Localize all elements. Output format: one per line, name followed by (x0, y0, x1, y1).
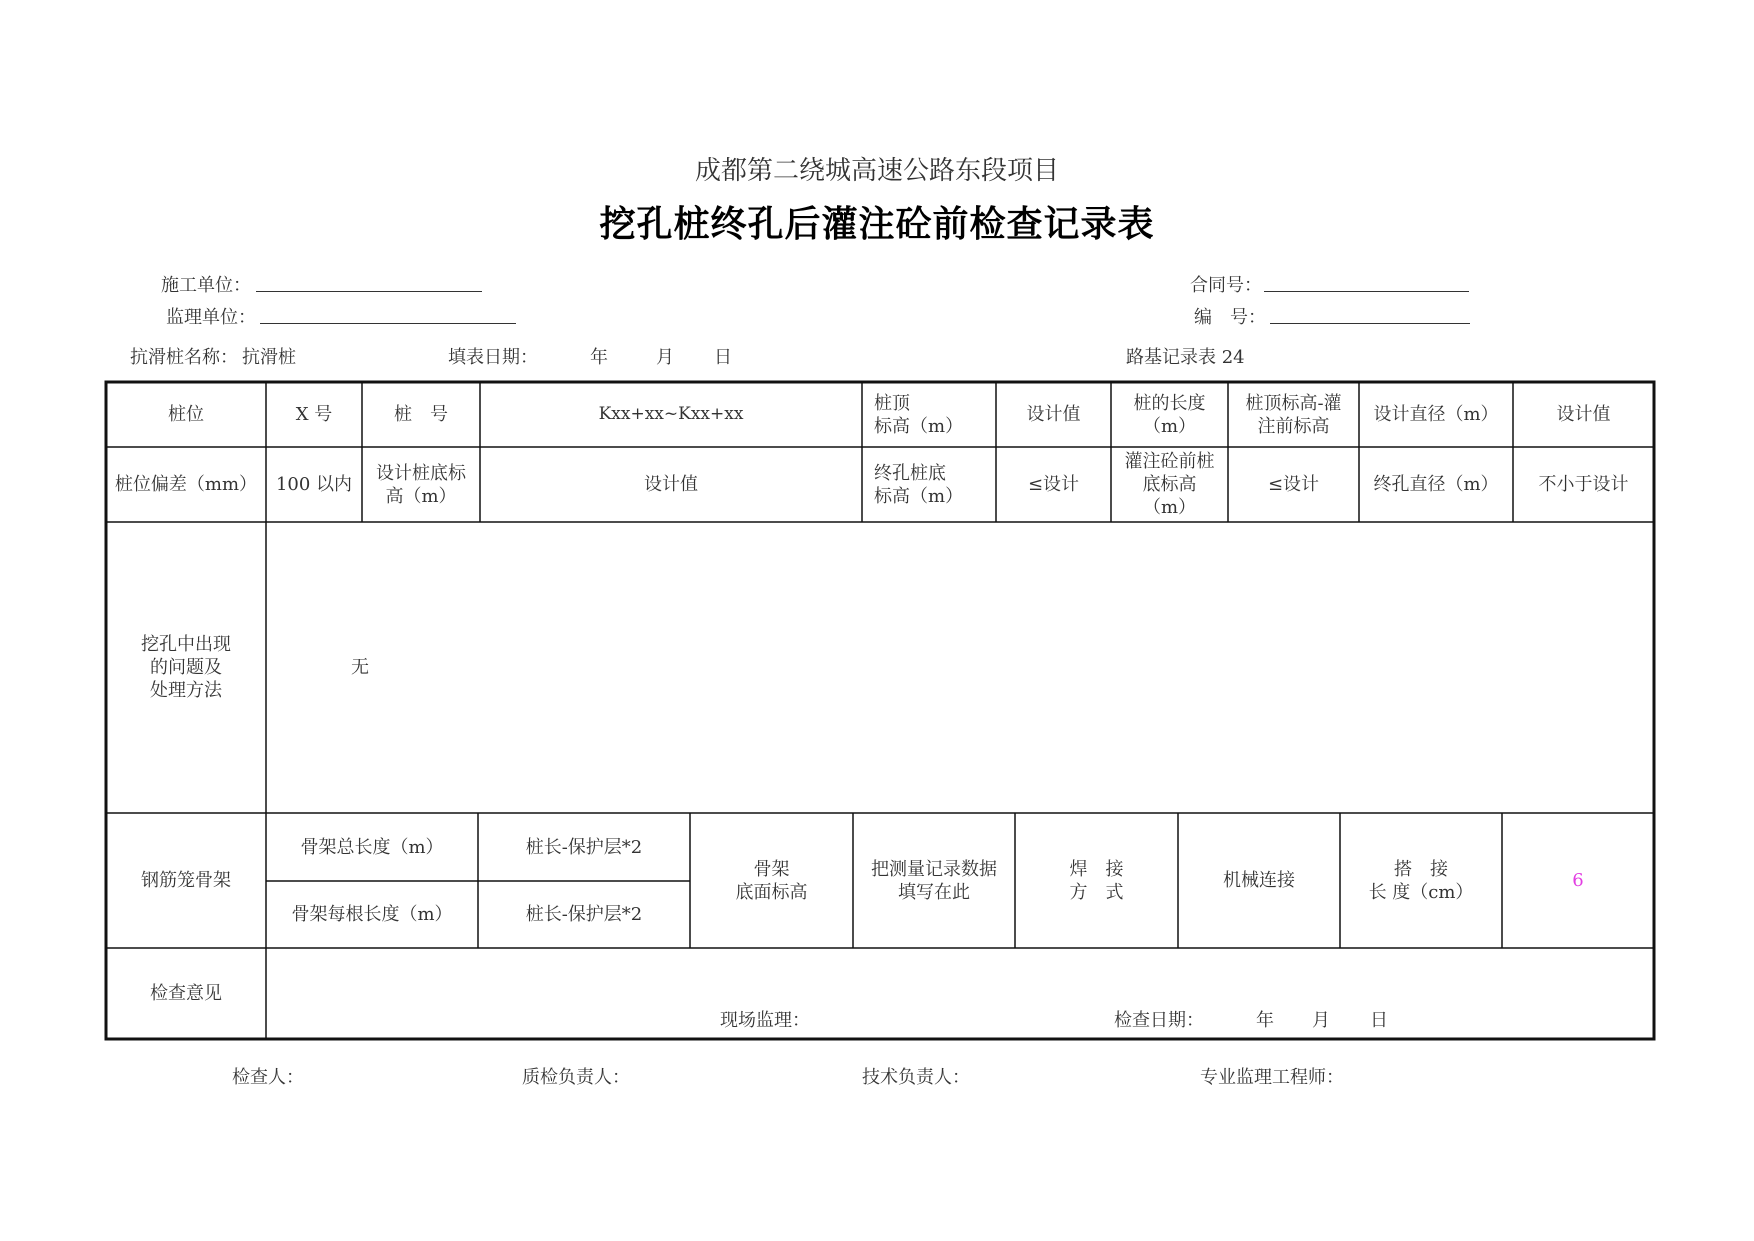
pre-pour-bottom-elevation-label: 灌注砼前桩 底标高 （m） (1124, 451, 1215, 518)
project-name: 成都第二绕城高速公路东段项目 (694, 156, 1059, 186)
pile-number-value[interactable]: Kxx+xx~Kxx+xx (598, 404, 744, 424)
fill-date-year: 年 (590, 347, 608, 368)
lap-length-label: 搭 接 长 度（cm） (1368, 858, 1474, 903)
design-bottom-elevation-label: 设计桩底标 高（m） (376, 462, 466, 507)
design-diameter-value[interactable]: 设计值 (1556, 404, 1611, 425)
pile-top-design-value[interactable]: 设计值 (1026, 404, 1081, 425)
cage-each-length-value[interactable]: 桩长-保护层*2 (525, 904, 643, 925)
lap-length-value[interactable]: 6 (1572, 870, 1584, 891)
design-diameter-label: 设计直径（m） (1373, 404, 1499, 425)
problems-label: 挖孔中出现 的问题及 处理方法 (141, 634, 231, 701)
qc-head-label: 质检负责人： (522, 1067, 630, 1088)
fill-date-day: 日 (714, 347, 732, 368)
pile-top-elevation-label: 桩顶 标高（m） (874, 392, 964, 437)
construction-unit-label: 施工单位： (161, 275, 251, 296)
serial-no-label: 编 号： (1194, 307, 1266, 328)
final-bottom-elevation-label: 终孔桩底 标高（m） (874, 462, 964, 507)
weld-method-value[interactable]: 机械连接 (1223, 870, 1295, 891)
pile-length-label: 桩的长度 （m） (1133, 392, 1206, 437)
record-number: 路基记录表 24 (1126, 347, 1245, 368)
inspector-label: 检查人： (232, 1067, 304, 1088)
supervising-engineer-label: 专业监理工程师： (1200, 1067, 1344, 1088)
pile-number-label: 桩 号 (394, 404, 448, 425)
problems-value[interactable]: 无 (351, 656, 369, 678)
final-diameter-value[interactable]: 不小于设计 (1538, 474, 1629, 495)
form-title: 挖孔桩终孔后灌注砼前检查记录表 (599, 203, 1155, 245)
x-number-label: X 号 (295, 404, 333, 425)
contract-no-label: 合同号： (1190, 275, 1262, 296)
cage-measurement-note[interactable]: 把测量记录数据 填写在此 (871, 858, 997, 903)
inspection-opinion-label: 检查意见 (150, 983, 222, 1004)
top-minus-pour-label: 桩顶标高-灌 注前标高 (1245, 392, 1342, 437)
supervision-unit-label: 监理单位： (166, 307, 256, 328)
cage-each-length-label: 骨架每根长度（m） (291, 904, 453, 925)
design-bottom-elevation-value[interactable]: 设计值 (644, 474, 698, 495)
cage-total-length-value[interactable]: 桩长-保护层*2 (525, 836, 643, 858)
pile-position-label: 桩位 (168, 404, 204, 425)
position-deviation-label: 桩位偏差（mm） (114, 474, 258, 495)
position-deviation-value[interactable]: 100 以内 (275, 474, 353, 495)
steel-cage-label: 钢筋笼骨架 (141, 870, 231, 891)
fill-date-label: 填表日期： (448, 347, 538, 368)
check-date-label: 检查日期： (1114, 1010, 1204, 1031)
check-date-day: 日 (1370, 1010, 1388, 1031)
check-date-year: 年 (1256, 1010, 1274, 1031)
final-diameter-label: 终孔直径（m） (1373, 474, 1499, 495)
site-supervisor-label: 现场监理： (720, 1010, 810, 1031)
pile-name-value: 抗滑桩 (242, 347, 296, 368)
pre-pour-bottom-elevation-value[interactable]: ≤设计 (1267, 474, 1320, 495)
fill-date-month: 月 (656, 347, 674, 368)
cage-bottom-elevation-label: 骨架 底面标高 (735, 858, 808, 903)
tech-head-label: 技术负责人： (862, 1067, 970, 1088)
pile-name-label: 抗滑桩名称： (130, 347, 238, 368)
final-bottom-elevation-value[interactable]: ≤设计 (1027, 474, 1080, 495)
cage-total-length-label: 骨架总长度（m） (300, 836, 444, 858)
weld-method-label: 焊 接 方 式 (1069, 858, 1124, 903)
check-date-month: 月 (1312, 1010, 1330, 1031)
